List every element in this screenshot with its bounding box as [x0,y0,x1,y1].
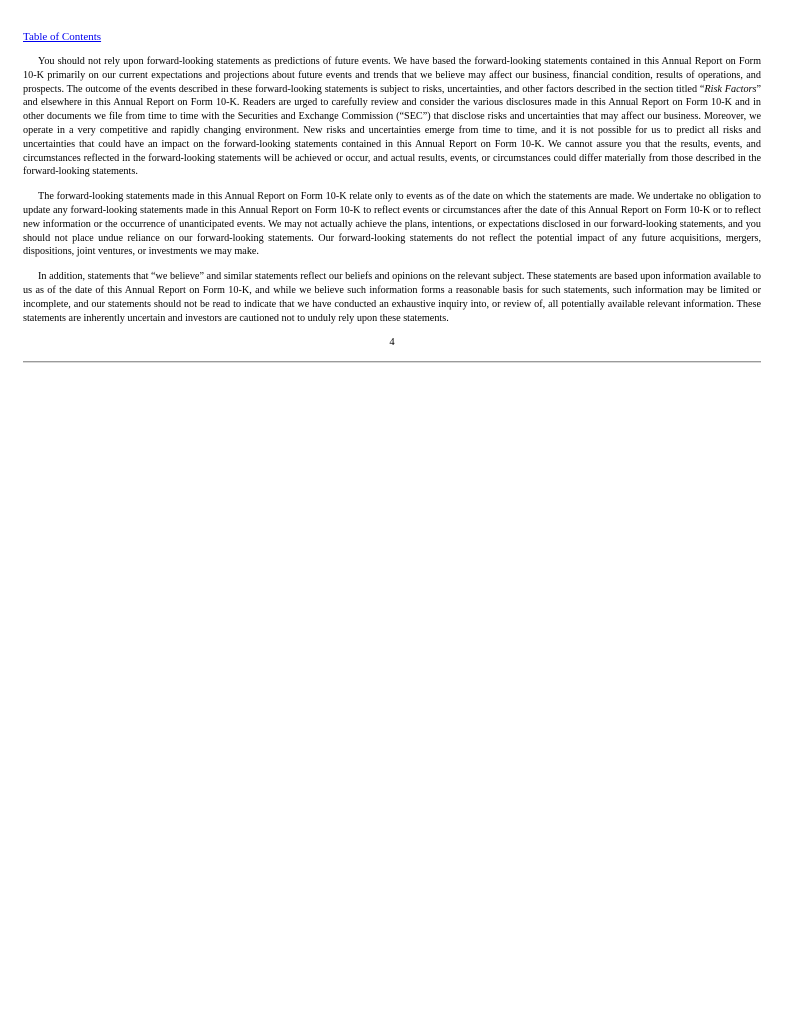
paragraph-forward-looking-reliance [23,55,761,179]
paragraph-1-text-end: ” and elsewhere in this Annual Report on Form 10-K. Readers are urged to carefully review and consider the various disclosures made in this Annual Report on Form 10-K and in other documents we file from time to time with the Securities and Exchange Commission (“SEC”) that disclose risks and uncertainties that may affect our business. Moreover, we operate in a very competitive and rapidly changing environment. New risks and uncertainties emerge from time to time, and it is not possible for us to predict all risks and uncertainties that could have an impact on the forward-looking statements contained in this Annual Report on Form 10-K. We cannot assure you that the results, events, and circumstances reflected in the forward-looking statements will be achieved or occur, and actual results, events, or circumstances could differ materially from those described in the forward-looking statements. [23,83,762,178]
page-number: 4 [389,337,395,349]
paragraph-no-obligation-to-update: The forward-looking statements made in this Annual Report on Form 10-K relate only to events as of the date on which the statements are made. We undertake no obligation to update any forward-looking statements made in this Annual Report on Form 10-K to reflect events or circumstances after the date of this Annual Report on Form 10-K or to reflect new information or the occurrence of unanticipated events. We may not actually achieve the plans, intentions, or expectations disclosed in our forward-looking statements, and you should not place undue reliance on our forward-looking statements. Our forward-looking statements do not reflect the potential impact of any future acquisitions, mergers, dispositions, joint ventures, or investments we may make. [23,191,761,258]
paragraph-we-believe-statements: In addition, statements that “we believe” and similar statements reflect our beliefs and opinions on the relevant subject. These statements are based upon information available to us as of the date of this Annual Report on Form 10-K, and while we believe such information forms a reasonable basis for such statements, such information may be limited or incomplete, and our statements should not be read to indicate that we have conducted an exhaustive inquiry into, or review of, all potentially available relevant information. These statements are inherently uncertain and investors are cautioned not to unduly rely upon these statements. [23,271,761,324]
page-break-divider [23,361,761,363]
paragraph-1-text-start: You should not rely upon forward-looking statements as predictions of future events. We have based the forward-looking statements contained in this Annual Report on Form 10-K primarily on our current expectations and projections about future events and trends that we believe may affect our business, financial condition, results of operations, and prospects. The outcome of the events described in these forward-looking statements is subject to risks, uncertainties, and other factors described in the section titled “ [23,56,761,95]
risk-factors-italic: Risk Factors [704,83,757,95]
table-of-contents-link[interactable]: Table of Contents [23,31,102,43]
document-page [23,27,761,363]
